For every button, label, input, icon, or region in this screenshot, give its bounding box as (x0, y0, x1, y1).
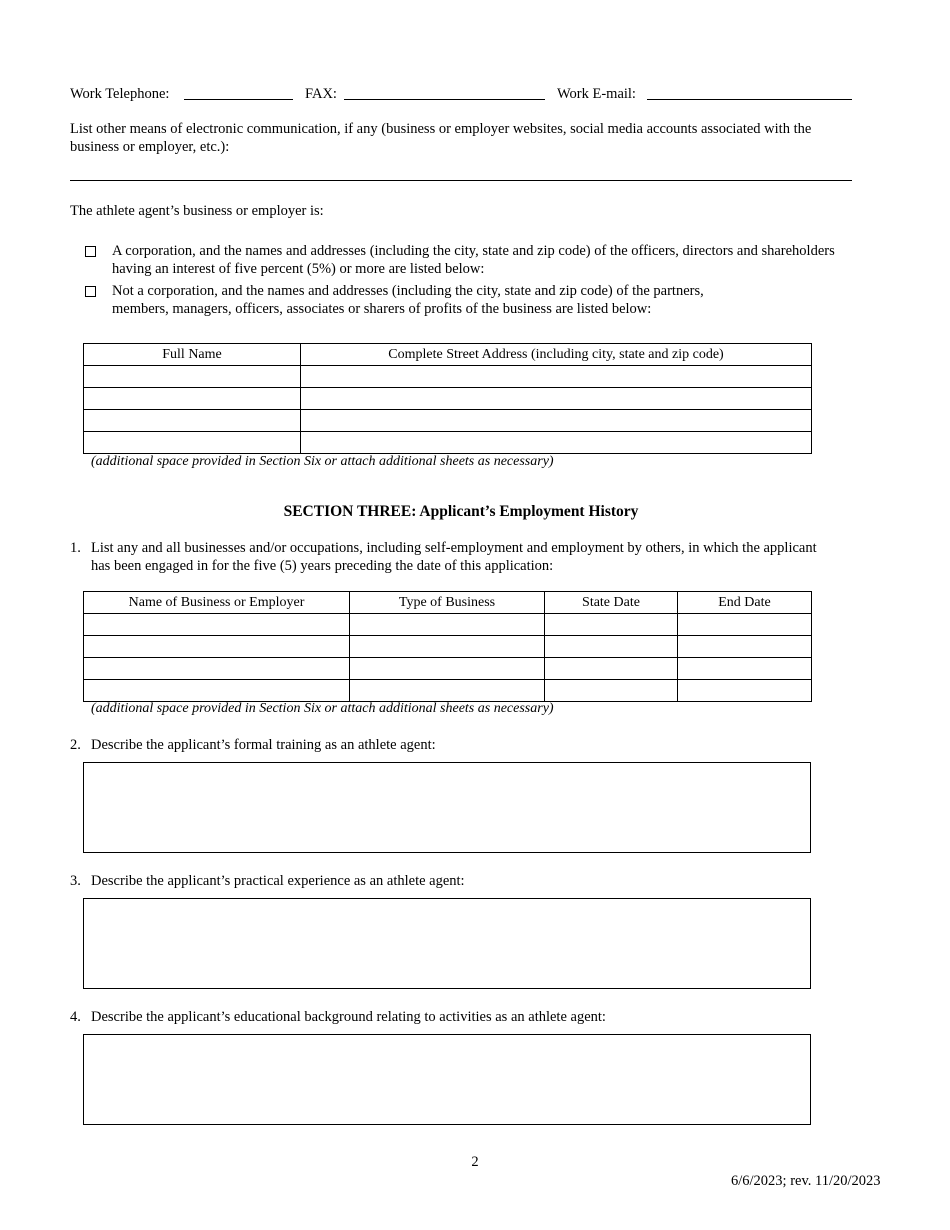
table-cell[interactable] (350, 614, 545, 636)
work-email-label: Work E-mail: (557, 86, 636, 102)
table-cell[interactable] (545, 680, 678, 702)
item-2-number: 2. (70, 737, 81, 753)
not-corporation-option-label: Not a corporation, and the names and addresses (including the city, state and zip code) of the partners, members, managers, officers, associates or sharers of profits of the business are listed below: (112, 283, 704, 317)
table-row (84, 680, 812, 702)
corporation-option-label: A corporation, and the names and addresses (including the city, state and zip code) of the officers, directors and shareholders having an interest of five percent (5%) or more are listed below: (112, 243, 835, 277)
table-cell[interactable] (84, 366, 301, 388)
item-2-text: Describe the applicant’s formal training as an athlete agent: (91, 737, 436, 753)
header-business-type: Type of Business (350, 592, 545, 614)
table-cell[interactable] (545, 658, 678, 680)
table-row (84, 636, 812, 658)
table-cell[interactable] (301, 388, 812, 410)
employment-history-table (83, 591, 812, 702)
other-means-label: List other means of electronic communication, if any (business or employer websites, social media accounts associated with the business or employer, etc.): (70, 121, 812, 155)
table-cell[interactable] (84, 410, 301, 432)
table-cell[interactable] (678, 658, 812, 680)
table-cell[interactable] (84, 388, 301, 410)
formal-training-textbox[interactable] (83, 762, 811, 853)
table-row (84, 614, 812, 636)
page-number: 2 (471, 1154, 479, 1170)
table-cell[interactable] (678, 680, 812, 702)
practical-experience-textbox[interactable] (83, 898, 811, 989)
educational-background-textbox[interactable] (83, 1034, 811, 1125)
table-cell[interactable] (545, 614, 678, 636)
table-cell[interactable] (301, 410, 812, 432)
table-row (84, 388, 812, 410)
item-3-number: 3. (70, 873, 81, 889)
item-1-number: 1. (70, 540, 81, 556)
table-row (84, 410, 812, 432)
item-4-number: 4. (70, 1009, 81, 1025)
table-cell[interactable] (350, 636, 545, 658)
table-cell[interactable] (350, 658, 545, 680)
header-end-date: End Date (678, 592, 812, 614)
table-cell[interactable] (545, 636, 678, 658)
table-cell[interactable] (84, 680, 350, 702)
table-header-row (84, 592, 812, 614)
work-telephone-label: Work Telephone: (70, 86, 170, 102)
table-cell[interactable] (84, 658, 350, 680)
fax-field[interactable] (344, 99, 545, 100)
table-cell[interactable] (678, 636, 812, 658)
table-cell[interactable] (301, 366, 812, 388)
header-full-name: Full Name (84, 344, 301, 366)
table-cell[interactable] (350, 680, 545, 702)
table-cell[interactable] (301, 432, 812, 454)
table-cell[interactable] (84, 614, 350, 636)
not-corporation-checkbox[interactable] (85, 284, 96, 302)
names-table-note: (additional space provided in Section Six or attach additional sheets as necessary) (91, 454, 554, 469)
item-3-text: Describe the applicant’s practical experience as an athlete agent: (91, 873, 465, 889)
fax-label: FAX: (305, 86, 337, 102)
header-street-address: Complete Street Address (including city, state and zip code) (301, 344, 812, 366)
header-start-date: State Date (545, 592, 678, 614)
corporation-checkbox[interactable] (85, 244, 96, 262)
item-1-text: List any and all businesses and/or occupations, including self-employment and employment by others, in which the applicant has been engaged in for the five (5) years preceding the date of this application: (91, 540, 817, 574)
table-row (84, 658, 812, 680)
table-cell[interactable] (84, 432, 301, 454)
revision-date: 6/6/2023; rev. 11/20/2023 (731, 1173, 881, 1189)
table-cell[interactable] (84, 636, 350, 658)
header-business-name: Name of Business or Employer (84, 592, 350, 614)
work-email-field[interactable] (647, 99, 852, 100)
item-4-text: Describe the applicant’s educational background relating to activities as an athlete agent: (91, 1009, 606, 1025)
table-row (84, 432, 812, 454)
section-three-title: SECTION THREE: Applicant’s Employment History (283, 503, 639, 520)
table-cell[interactable] (678, 614, 812, 636)
names-addresses-table (83, 343, 812, 454)
other-means-field[interactable] (70, 180, 852, 181)
table-header-row (84, 344, 812, 366)
employment-table-note: (additional space provided in Section Six or attach additional sheets as necessary) (91, 701, 554, 716)
table-row (84, 366, 812, 388)
business-intro: The athlete agent’s business or employer is: (70, 203, 324, 219)
work-telephone-field[interactable] (184, 99, 293, 100)
